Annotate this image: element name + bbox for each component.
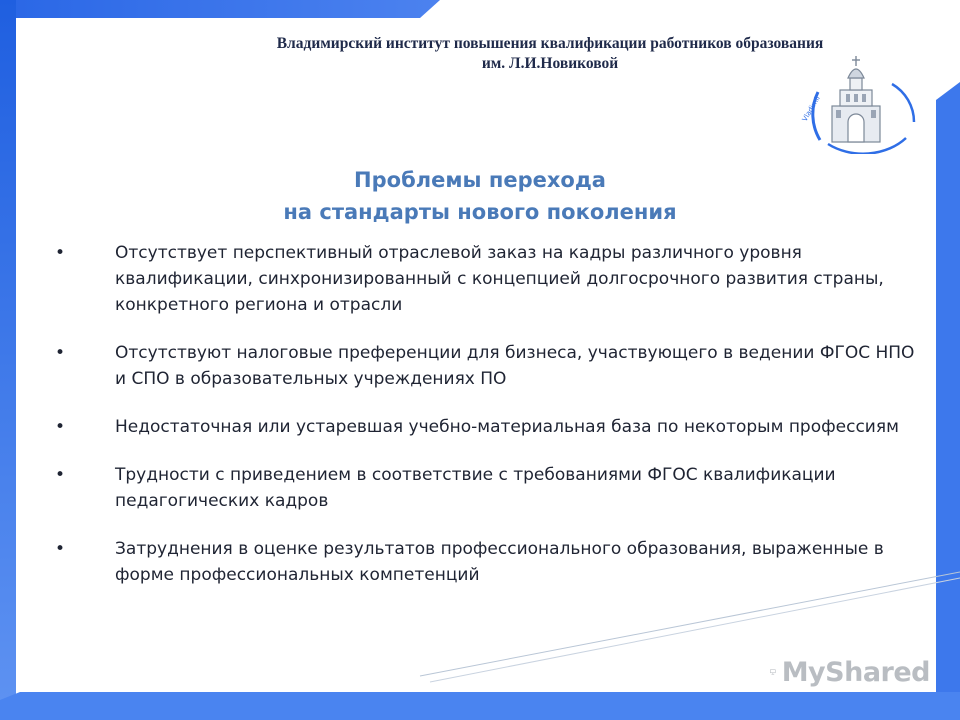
logo-text: Vladimir bbox=[800, 93, 823, 123]
institute-honor-name: им. Л.И.Новиковой bbox=[481, 55, 619, 72]
myshared-watermark bbox=[770, 652, 930, 692]
list-item bbox=[55, 340, 915, 392]
problems-list bbox=[55, 240, 915, 610]
watermark-text: MyShared bbox=[781, 656, 930, 688]
list-item-text: Отсутствует перспективный отраслевой заказ на кадры различного уровня квалификации, синхронизированный с концепцией долгосрочного развития страны, конкретного региона и отрасли bbox=[115, 243, 884, 315]
institute-header bbox=[200, 34, 900, 74]
slide-title bbox=[120, 164, 840, 228]
slide-title-line1: Проблемы перехода bbox=[354, 168, 606, 192]
list-item-text: Затруднения в оценке результатов профессионального образования, выраженные в форме профессиональных компетенций bbox=[115, 539, 884, 585]
bullet-icon: • bbox=[55, 539, 66, 559]
list-item-text: Недостаточная или устаревшая учебно-материальная база по некоторым профессиям bbox=[115, 417, 899, 437]
list-item bbox=[55, 414, 915, 440]
list-item bbox=[55, 536, 915, 588]
list-item-text: Трудности с приведением в соответствие с требованиями ФГОС квалификации педагогических кадров bbox=[115, 465, 836, 511]
left-strip bbox=[0, 0, 16, 720]
institute-name: Владимирский институт повышения квалификации работников образования bbox=[276, 35, 824, 52]
presentation-board-icon bbox=[770, 657, 776, 687]
golden-gate-emblem-icon bbox=[796, 54, 924, 154]
bullet-icon: • bbox=[55, 465, 66, 485]
slide-title-line2: на стандарты нового поколения bbox=[283, 200, 677, 224]
right-strip bbox=[936, 82, 960, 720]
bullet-icon: • bbox=[55, 343, 66, 363]
list-item bbox=[55, 240, 915, 318]
bottom-bar bbox=[0, 692, 960, 720]
list-item bbox=[55, 462, 915, 514]
list-item-text: Отсутствуют налоговые преференции для бизнеса, участвующего в ведении ФГОС НПО и СПО в образовательных учреждениях ПО bbox=[115, 343, 915, 389]
bullet-icon: • bbox=[55, 243, 66, 263]
bullet-icon: • bbox=[55, 417, 66, 437]
